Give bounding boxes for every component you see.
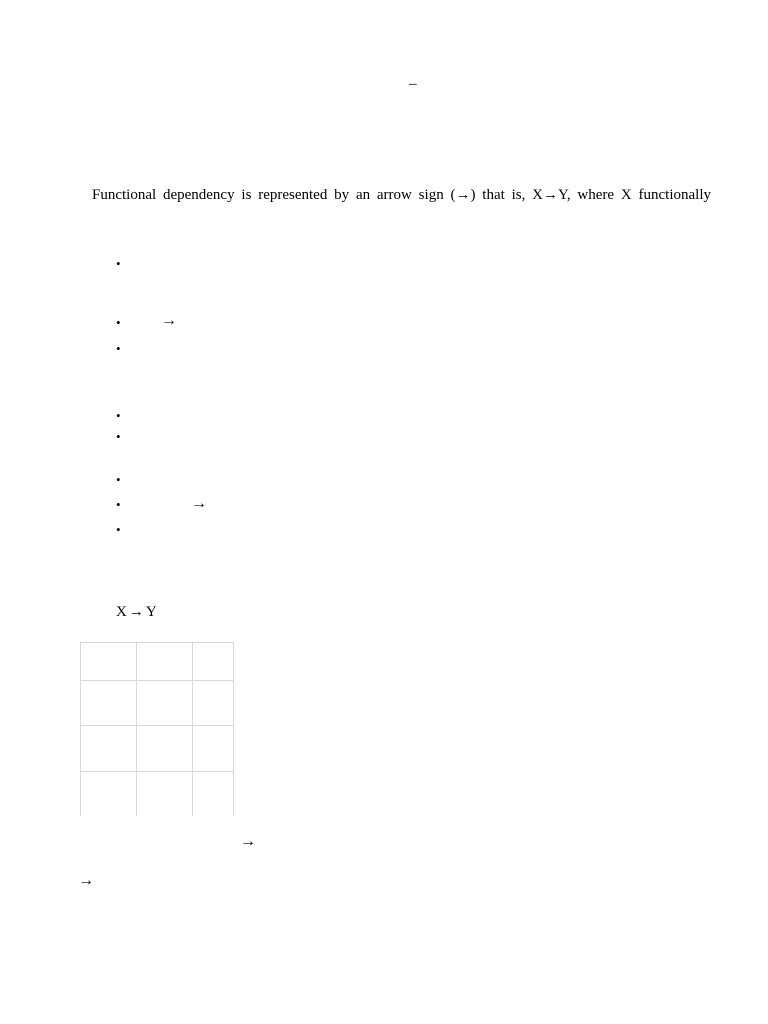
bullet-marker: • (116, 472, 121, 487)
table-cell (137, 643, 193, 681)
bullet-marker: • (116, 429, 121, 444)
arrow-glyph: → (240, 833, 256, 850)
table-cell (193, 643, 234, 681)
table-cell (81, 726, 137, 772)
table-cell (193, 681, 234, 726)
title-dash: – (409, 76, 417, 92)
table-cell (137, 772, 193, 817)
notation-right: Y (145, 604, 157, 620)
bullet-item-7 (116, 497, 121, 513)
table-row (81, 726, 234, 772)
bullet-item-6 (116, 472, 121, 488)
bullet-item-4 (116, 408, 121, 424)
bullet-item-1 (116, 256, 121, 272)
table-cell (81, 772, 137, 817)
example-table (80, 642, 234, 816)
bullet-marker: • (116, 408, 121, 423)
table-row (81, 643, 234, 681)
table-cell (81, 681, 137, 726)
bullet-marker: • (116, 341, 121, 356)
arrow-glyph: → (78, 872, 94, 889)
dependency-notation (116, 602, 157, 622)
table-cell (193, 772, 234, 817)
bullet-item-7-arrow: → (191, 495, 207, 512)
table-cell (137, 681, 193, 726)
intro-paragraph: Functional dependency is represented by an arrow sign (→) that is, X→Y, where X functionally (92, 187, 711, 203)
bullet-marker: • (116, 315, 121, 330)
table-cell (193, 726, 234, 772)
bullet-marker: • (116, 256, 121, 271)
table-row (81, 681, 234, 726)
table-row (81, 772, 234, 817)
bullet-item-8 (116, 522, 121, 538)
bullet-item-5 (116, 429, 121, 445)
bullet-marker: • (116, 497, 121, 512)
bullet-marker: • (116, 522, 121, 537)
bullet-item-2 (116, 315, 121, 331)
bullet-item-2-arrow: → (161, 312, 177, 329)
notation-left: X (116, 604, 127, 620)
table-cell (137, 726, 193, 772)
notation-arrow: → (128, 604, 144, 620)
table-cell (81, 643, 137, 681)
bullet-item-3 (116, 341, 121, 357)
